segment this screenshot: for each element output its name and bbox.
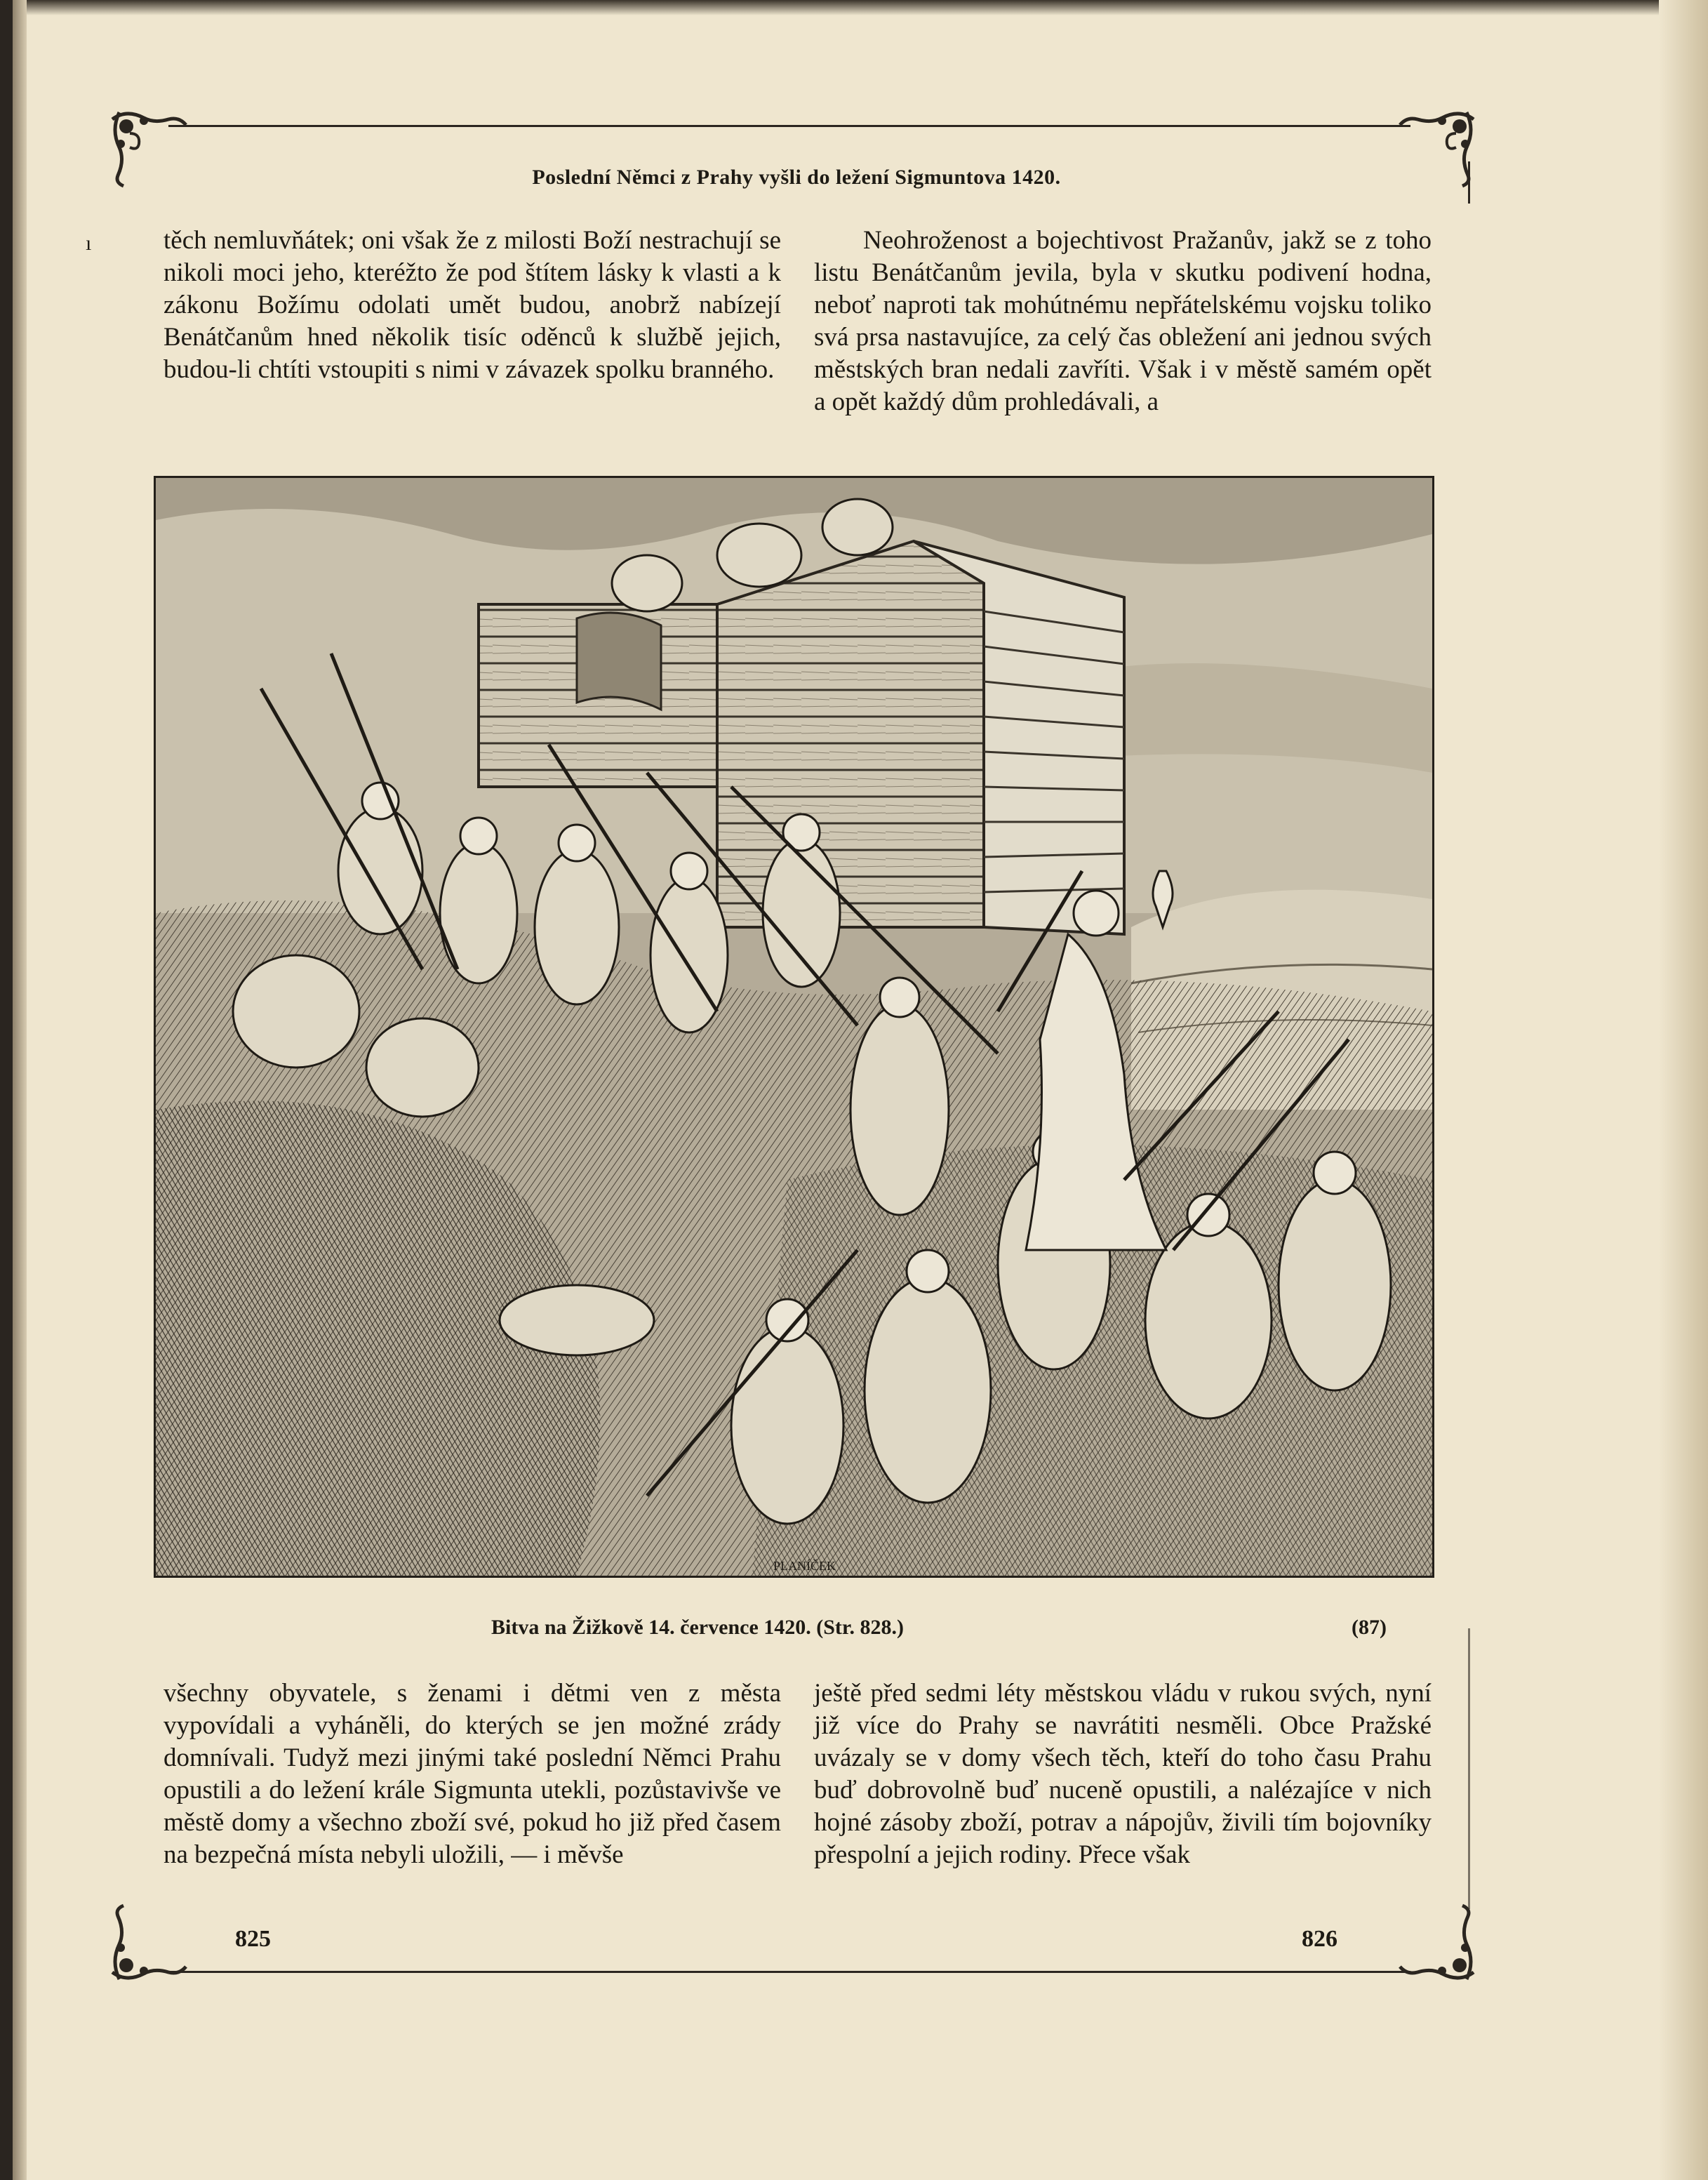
engraving-artwork bbox=[156, 478, 1432, 1576]
log-wall-right bbox=[717, 541, 984, 927]
bottom-left-column bbox=[164, 1677, 781, 1871]
artist-signature: PLANÍČEK bbox=[773, 1559, 836, 1573]
banner bbox=[577, 613, 661, 710]
bottom-right-column bbox=[814, 1677, 1432, 1871]
top-right-column bbox=[814, 225, 1432, 418]
illustration-battle-of-zizkov bbox=[154, 476, 1434, 1578]
page-gutter bbox=[13, 0, 27, 2180]
paragraph: těch nemluvňátek; oni však že z milosti Boží nestrachují se nikoli moci jeho, kteréžto že pod štítem lásky k vlasti a k zákonu Božímu odolati umět budou, anobrž nabízejí Benátčanům hned několik tisíc oděnců k službě jejich, budou-li chtíti vstoupiti s nimi v závazek spolku branného. bbox=[164, 226, 781, 384]
bottom-border-rule bbox=[168, 1971, 1410, 1973]
illustration-caption: Bitva na Žižkově 14. července 1420. (Str. 828.) bbox=[491, 1616, 904, 1639]
right-border-rule-bottom bbox=[1468, 1628, 1470, 1909]
paragraph: ještě před sedmi léty městskou vládu v rukou svých, nyní již více do Prahy se navrátiti nesměli. Obce Pražské uvázaly se v domy všech těch, kteří do toho času Prahu buď dobrovolně buď nuceně opustili, a nalézajíce v nich hojné zásoby zboží, potrav a nápojův, živili tím bojovníky přespolní a jejich rodiny. Přece však bbox=[814, 1679, 1432, 1869]
paragraph: Neohroženost a bojechtivost Pražanův, jakž se z toho listu Benátčanům jevila, byla v skutku podivení hodna, neboť naproti tak mohútnému nepřátelskému vojsku toliko svá prsa nastavujíce, za celý čas obležení ani jednou svých městských bran nedali zavříti. Však i v městě samém opět a opět každý dům prohledávali, a bbox=[814, 226, 1432, 416]
paragraph: všechny obyvatele, s ženami i dětmi ven z města vypovídali a vyháněli, do kterých se jen možné zrády domnívali. Tudyž mezi jinými také poslední Němci Prahu opustili a do ležení krále Sigmunta utekli, pozůstavivše ve městě domy a všechno zboží své, pokud ho již před časem na bezpečná místa nebyli uložili, — i měvše bbox=[164, 1679, 781, 1869]
page-number-left: 825 bbox=[235, 1926, 271, 1952]
margin-mark: ı bbox=[86, 232, 92, 255]
running-head: Poslední Němci z Prahy vyšli do ležení Sigmuntova 1420. bbox=[532, 166, 1061, 189]
page-right-edge bbox=[1659, 0, 1708, 2180]
ornament-bottom-left bbox=[105, 1902, 189, 1986]
plate-number: (87) bbox=[1352, 1616, 1387, 1639]
book-spine-shadow bbox=[0, 0, 13, 2180]
page-top-edge bbox=[0, 0, 1708, 15]
top-border-rule bbox=[168, 125, 1410, 127]
top-left-column bbox=[164, 225, 781, 386]
page-number-right: 826 bbox=[1302, 1926, 1337, 1952]
ornament-bottom-right bbox=[1396, 1902, 1481, 1986]
